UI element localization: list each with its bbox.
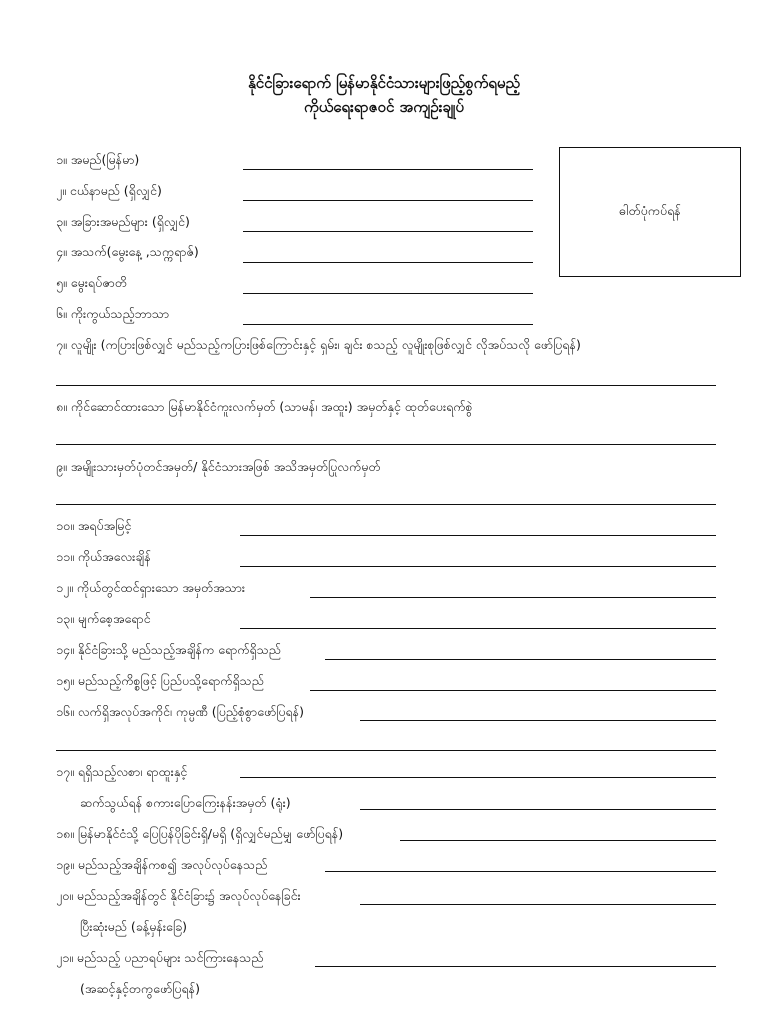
field-line-occupation[interactable] — [360, 720, 716, 721]
field-label-arrival-time: ၁၄။ နိုင်ငံခြားသို့ မည်သည့်အချိန်က ရောက်ရှိသည် — [56, 642, 281, 657]
field-line-birthplace[interactable] — [243, 293, 533, 294]
field-line-phone[interactable] — [360, 809, 716, 810]
field-label-marks: ၁၂။ ကိုယ်တွင်ထင်ရှားသော အမှတ်အသား — [56, 580, 246, 595]
field-label-age: ၄။ အသက်(မွေးနေ့ ,သက္ကရာဇ်) — [56, 244, 199, 259]
field-label-religion: ၆။ ကိုးကွယ်သည့်ဘာသာ — [56, 306, 170, 321]
field-line-purpose[interactable] — [310, 690, 716, 691]
field-label-work-end-estimate: ပြီးဆုံးမည် (ခန့်မှန်းခြေ) — [80, 919, 188, 934]
form-title-line-1: နိုင်ငံခြားရောက် မြန်မာနိုင်ငံသားများဖြည့်စွက်ရမည့် — [248, 74, 520, 92]
form-title-line-2: ကိုယ်ရေးရာဇဝင် အကျဉ်းချုပ် — [304, 98, 464, 116]
field-label-ethnicity: ၇။ လူမျိုး (ကပြားဖြစ်လျှင် မည်သည့်ကပြားဖြစ်ကြောင်းနှင့် ရှမ်း၊ ချင်း စသည့် လူမျိုးစုဖြစ်လျှင် လိုအပ်သလို ဖော်ပြရန်) — [56, 337, 581, 352]
field-line-salary[interactable] — [240, 777, 716, 778]
field-line-name[interactable] — [243, 169, 533, 170]
field-label-passport: ၈။ ကိုင်ဆောင်ထားသော မြန်မာနိုင်ငံကူးလက်မှတ် (သာမန်၊ အထူး) အမှတ်နှင့် ထုတ်ပေးရက်စွဲ — [56, 399, 473, 414]
photo-box — [559, 147, 741, 277]
field-line-studies[interactable] — [315, 966, 716, 967]
field-label-studies: ၂၁။ မည်သည့် ပညာရပ်များ သင်ကြားနေသည် — [56, 950, 264, 965]
field-line-other-names[interactable] — [243, 231, 533, 232]
field-line-national-id[interactable] — [56, 504, 716, 505]
field-label-name: ၁။ အမည်(မြန်မာ) — [56, 152, 140, 167]
field-label-work-end: ၂၀။ မည်သည့်အချိန်တွင် နိုင်ငံခြား၌ အလုပ်လုပ်နေခြင်း — [56, 888, 301, 903]
field-line-remittance[interactable] — [400, 840, 716, 841]
field-line-marks[interactable] — [310, 597, 716, 598]
field-line-ethnicity[interactable] — [56, 385, 716, 386]
field-label-salary: ၁၇။ ရရှိသည့်လစာ၊ ရာထူးနှင့် — [56, 764, 188, 779]
field-label-birthplace: ၅။ မွေးရပ်ဇာတိ — [56, 275, 127, 290]
field-label-other-names: ၃။ အခြားအမည်များ (ရှိလျှင်) — [56, 214, 190, 229]
field-label-purpose: ၁၅။ မည်သည့်ကိစ္စဖြင့် ပြည်ပသို့ရောက်ရှိသည် — [56, 673, 264, 688]
field-line-nickname[interactable] — [243, 200, 533, 201]
field-label-occupation: ၁၆။ လက်ရှိအလုပ်အကိုင်၊ ကုမ္ပဏီ (ပြည့်စုံစွာဖော်ပြရန်) — [56, 704, 305, 719]
field-label-eye-color: ၁၃။ မျက်စေ့အရောင် — [56, 611, 151, 626]
field-label-weight: ၁၁။ ကိုယ်အလေးချိန် — [56, 549, 151, 564]
field-line-work-end[interactable] — [360, 904, 716, 905]
field-line-age[interactable] — [243, 262, 533, 263]
field-label-phone: ဆက်သွယ်ရန် စကားပြောကြေးနန်းအမှတ် (ရုံး) — [80, 795, 291, 810]
field-line-weight[interactable] — [240, 566, 716, 567]
field-label-nickname: ၂။ ငယ်နာမည် (ရှိလျှင်) — [56, 183, 162, 198]
field-line-religion[interactable] — [243, 324, 533, 325]
field-line-occupation-extra[interactable] — [56, 750, 716, 751]
field-label-height: ၁၀။ အရပ်အမြင့် — [56, 518, 132, 533]
field-line-height[interactable] — [240, 535, 716, 536]
field-label-national-id: ၉။ အမျိုးသားမှတ်ပုံတင်အမှတ်/ နိုင်ငံသားအဖြစ် အသိအမှတ်ပြုလက်မှတ် — [56, 459, 381, 474]
field-line-arrival-time[interactable] — [325, 659, 716, 660]
field-label-work-start: ၁၉။ မည်သည့်အချိန်ကစ၍ အလုပ်လုပ်နေသည် — [56, 857, 268, 872]
photo-box-label: ဓါတ်ပုံကပ်ရန် — [619, 202, 681, 218]
field-line-work-start[interactable] — [325, 871, 716, 872]
field-line-passport[interactable] — [56, 444, 716, 445]
field-label-remittance: ၁၈။ မြန်မာနိုင်ငံသို့ ပြေပြန်ပိုခြင်းရှိ/မရှိ (ရှိလျှင်မည်မျှ ဖော်ပြရန်) — [56, 826, 344, 841]
field-line-eye-color[interactable] — [240, 628, 716, 629]
field-label-studies-level: (အဆင့်နှင့်တကွဖော်ပြရန်) — [80, 981, 200, 996]
